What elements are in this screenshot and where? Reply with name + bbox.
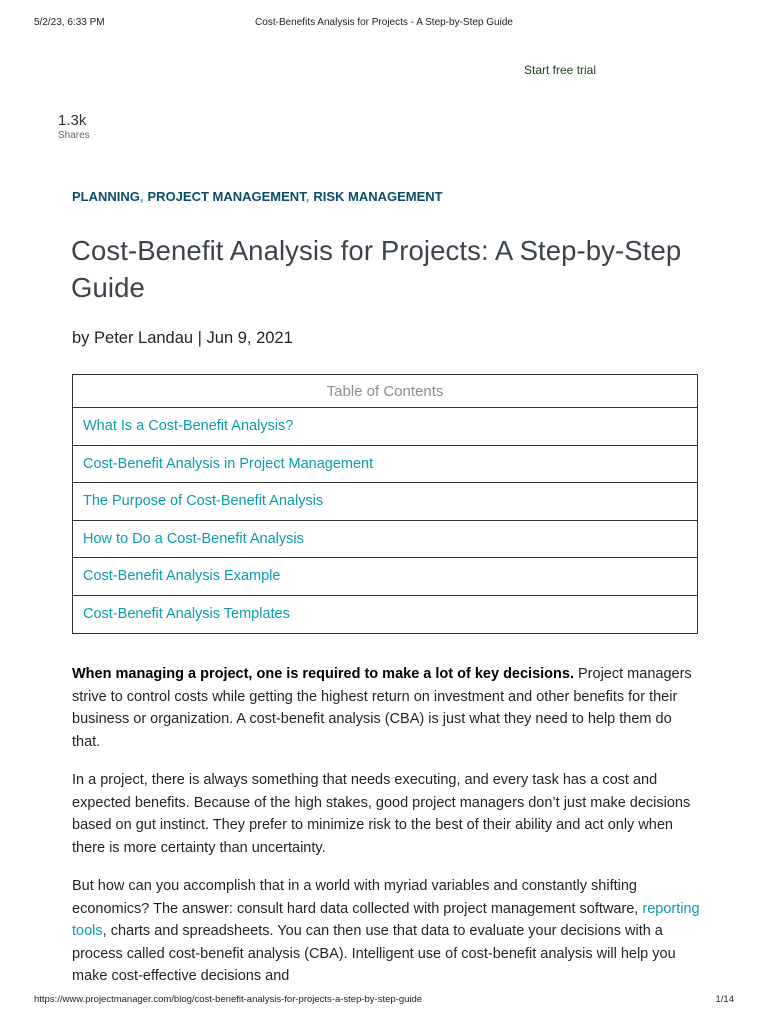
toc-item bbox=[73, 558, 697, 596]
toc-link-cba-templates[interactable]: Cost-Benefit Analysis Templates bbox=[83, 605, 290, 622]
toc-item bbox=[73, 408, 697, 446]
toc-link-what-is-cba[interactable]: What Is a Cost-Benefit Analysis? bbox=[83, 418, 294, 434]
category-separator: , bbox=[305, 189, 310, 204]
article-paragraph: In a project, there is always something that needs executing, and every task has a cost and expected benefits. Because of the high stakes, good project managers don’t just make decisions based on gut instinct. They prefer to minimize risk to the best of their ability and act only when there is more certainty than uncertainty. bbox=[72, 772, 691, 856]
toc-link-cba-example[interactable]: Cost-Benefit Analysis Example bbox=[83, 568, 281, 584]
print-document-title: Cost-Benefits Analysis for Projects - A Step-by-Step Guide bbox=[255, 17, 513, 28]
article-paragraph bbox=[72, 663, 700, 753]
paragraph-text: Project managers strive to control costs while getting the highest return on investment and other benefits for their business or organization. A cost-benefit analysis (CBA) is just what they need to help them do that. bbox=[72, 666, 692, 750]
article-title: Cost-Benefit Analysis for Projects: A Step-by-Step Guide bbox=[71, 235, 682, 303]
share-count-value: 1.3k bbox=[58, 112, 87, 129]
print-url: https://www.projectmanager.com/blog/cost-benefit-analysis-for-projects-a-step-by-step-guide bbox=[34, 994, 423, 1005]
paragraph-text: But how can you accomplish that in a world with myriad variables and constantly shifting economics? The answer: consult hard data collected with project management software, bbox=[72, 878, 643, 917]
paragraph-lead-bold: When managing a project, one is required to make a lot of key decisions. bbox=[72, 666, 574, 682]
print-page-number: 1/14 bbox=[715, 994, 734, 1005]
toc-heading: Table of Contents bbox=[73, 375, 697, 408]
toc-link-how-to-do-cba[interactable]: How to Do a Cost-Benefit Analysis bbox=[83, 530, 304, 547]
toc-link-purpose-of-cba[interactable]: The Purpose of Cost-Benefit Analysis bbox=[83, 493, 324, 509]
paragraph-text: , charts and spreadsheets. You can then use that data to evaluate your decisions with a process called cost-benefit analysis (CBA). Intelligent use of cost-benefit analysis will help you make cost-effective decisions and bbox=[72, 923, 676, 984]
category-link-project-management[interactable]: PROJECT MANAGEMENT bbox=[147, 189, 306, 204]
print-footer bbox=[34, 994, 734, 1008]
toc-link-cba-in-project-management[interactable]: Cost-Benefit Analysis in Project Management bbox=[83, 455, 374, 472]
toc-item bbox=[73, 596, 697, 634]
category-link-planning[interactable]: PLANNING bbox=[72, 189, 140, 204]
share-count-label: Shares bbox=[58, 130, 90, 141]
reporting-tools-link[interactable]: reporting tools bbox=[72, 900, 700, 939]
article-byline: by Peter Landau | Jun 9, 2021 bbox=[72, 329, 293, 347]
toc-item bbox=[73, 446, 697, 484]
toc-item bbox=[73, 483, 697, 521]
start-free-trial-link[interactable]: Start free trial bbox=[524, 63, 597, 77]
table-of-contents bbox=[72, 374, 698, 634]
category-link-risk-management[interactable]: RISK MANAGEMENT bbox=[313, 189, 443, 204]
toc-item bbox=[73, 521, 697, 559]
article-paragraph bbox=[72, 875, 700, 988]
category-links bbox=[72, 189, 443, 204]
share-count bbox=[58, 112, 90, 142]
print-header bbox=[34, 17, 734, 31]
print-datetime: 5/2/23, 6:33 PM bbox=[34, 17, 105, 28]
category-separator: , bbox=[139, 189, 144, 204]
